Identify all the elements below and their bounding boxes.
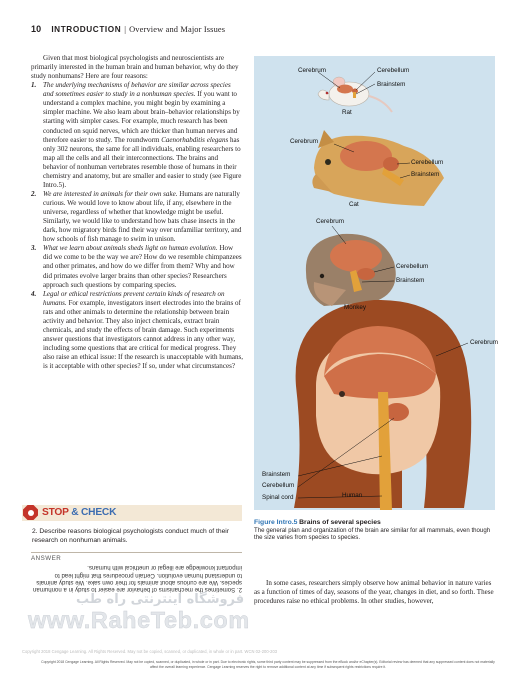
species-name: Caenorhabditis elegans [161, 135, 229, 144]
brain-figure [254, 56, 498, 510]
reason-item [31, 190, 243, 244]
label-cat-brainstem: Brainstem [411, 171, 440, 178]
figure-caption [254, 519, 498, 542]
figure-number: Figure Intro.5 [254, 519, 298, 526]
running-header: 10 INTRODUCTION | Overview and Major Issues [31, 24, 226, 34]
stop-check-banner [22, 505, 242, 521]
reason-body: has only 302 neurons, the same for all individuals, enabling researchers to map all the cells and all their interconnections. The brains and behavior of nonhuman vertebrates resemble those of humans in their chemistry and anatomy, but are smaller and easier to study (see Figure Intro.5). [43, 135, 242, 189]
watermark [28, 592, 248, 650]
reason-lead: The underlying mechanisms of behavior are similar across species and sometimes easier to study in a nonhuman species. [43, 81, 231, 99]
reason-body: Humans are naturally curious. We would love to know about life, if any, elsewhere in the universe, regardless of whether that knowledge might be useful. Similarly, we would like to understand how bats chase insects in the dark, how migratory birds find their way over unfamiliar territory, and how schools of fish manage to swim in unison. [43, 189, 242, 244]
reason-item [31, 81, 243, 190]
monkey-illustration [306, 226, 396, 306]
copyright-notice: Copyright 2018 Cengage Learning. All Rights Reserved. May not be copied, scanned, or duplicated, in whole or in part. Due to electronic rights, some third party content may be suppressed from the eBook and/or eChapter(s). Editorial review has deemed that any suppressed content does not materially affect the overall learning experience. Cengage Learning reserves the right to remove additional content at any time if subsequent rights restrictions require it. [41, 660, 495, 669]
answer-section [31, 552, 242, 593]
figure-caption-text: The general plan and organization of the brain are similar for all mammals, even though the size varies from species to species. [254, 526, 491, 542]
reason-body: If you want to understand a complex machine, you might begin by examining a simpler machine. We also learn about brain–behavior relationships by starting with simpler cases. For example, much research has been conducted on squid nerves, which are thicker than human nerves and therefore easier to study. The roundworm [43, 90, 240, 144]
label-human-cerebellum: Cerebellum [262, 482, 295, 489]
label-human-spinal-cord: Spinal cord [262, 494, 294, 501]
label-cat-cerebrum: Cerebrum [290, 138, 318, 145]
label-human-brainstem: Brainstem [262, 471, 291, 478]
watermark-url: www.RaheTeb.com [28, 607, 250, 633]
reason-item [31, 244, 243, 289]
human-illustration [294, 300, 471, 510]
reason-lead: We are interested in animals for their own sake. [43, 189, 178, 198]
page-number: 10 [31, 24, 42, 34]
answer-label: ANSWER [31, 555, 62, 562]
label-human: Human [342, 492, 363, 499]
reason-number: 2. [31, 189, 37, 198]
label-monkey-brainstem: Brainstem [396, 277, 425, 284]
label-cat-cerebellum: Cerebellum [411, 159, 444, 166]
watermark-persian: فروشگاه اینترنتی راه طب [76, 592, 245, 607]
label-monkey-cerebellum: Cerebellum [396, 263, 429, 270]
label-rat-cerebrum: Cerebrum [298, 67, 326, 74]
stop-sign-icon [23, 505, 38, 520]
label-rat: Rat [342, 109, 352, 116]
brain-illustration [254, 56, 495, 510]
intro-paragraph: Given that most biological psychologists and neuroscientists are primarily interested in the human brain and human behavior, why do they study nonhumans? Here are four reasons: [31, 54, 239, 81]
label-rat-cerebellum: Cerebellum [377, 67, 410, 74]
review-question: 2. Describe reasons biological psychologists conduct much of their research on nonhuman animals. [32, 528, 230, 545]
label-monkey: Monkey [344, 304, 367, 311]
section-title: INTRODUCTION [51, 25, 122, 34]
label-cat: Cat [349, 201, 359, 208]
chapter-title: Overview and Major Issues [129, 25, 226, 34]
stop-check-title: STOP & CHECK [42, 507, 117, 518]
reason-item [31, 290, 243, 372]
figure-title: Brains of several species [299, 519, 381, 526]
rat-illustration [318, 72, 392, 112]
reason-body: How did we come to be the way we are? How do we resemble chimpanzees and other primates, and how do we differ from them? Why and how did primates evolve larger brains than other species? Researchers approach such questions by comparing species. [43, 244, 242, 289]
label-monkey-cerebrum: Cerebrum [316, 218, 344, 225]
stop-and-check-box [22, 505, 242, 545]
upside-down-answer: 2. Sometimes the mechanisms of behavior are easier to study in a nonhuman species. We are curious about animals for their own sake. We study animals to understand human evolution. Certain procedures that might lead to important knowledge are illegal or unethical with humans. [33, 564, 242, 593]
reason-number: 1. [31, 81, 37, 90]
reason-number: 3. [31, 244, 37, 253]
cat-illustration [312, 130, 444, 206]
label-rat-brainstem: Brainstem [377, 81, 406, 88]
reason-number: 4. [31, 289, 37, 298]
reasons-list [31, 81, 243, 371]
reason-lead: What we learn about animals sheds light on human evolution. [43, 244, 218, 253]
copyright-footer: Copyright 2018 Cengage Learning. All Rights Reserved. May not be copied, scanned, or duplicated, in whole or in part. WCN 02-200-203 [22, 649, 278, 654]
reason-body: For example, investigators insert electrodes into the brains of rats and other animals to determine the relationship between brain activity and behavior. They also inject chemicals, extract brain chemicals, and study the effects of brain damage. Such experiments answer questions that investigators cannot address in any other way, including some questions that are critical for medical progress. They also raise an ethical issue: If the research is unacceptable with humans, is it acceptable with other species? If so, under what circumstances? [43, 298, 243, 371]
right-column-paragraph: In some cases, researchers simply observe how animal behavior in nature varies as a function of times of day, seasons of the year, changes in diet, and so forth. These procedures raise no ethical problems. In other studies, however, [254, 579, 494, 606]
reason-lead: Legal or ethical restrictions prevent certain kinds of research on humans. [43, 289, 225, 307]
left-column [31, 54, 243, 371]
label-human-cerebrum: Cerebrum [470, 339, 498, 346]
